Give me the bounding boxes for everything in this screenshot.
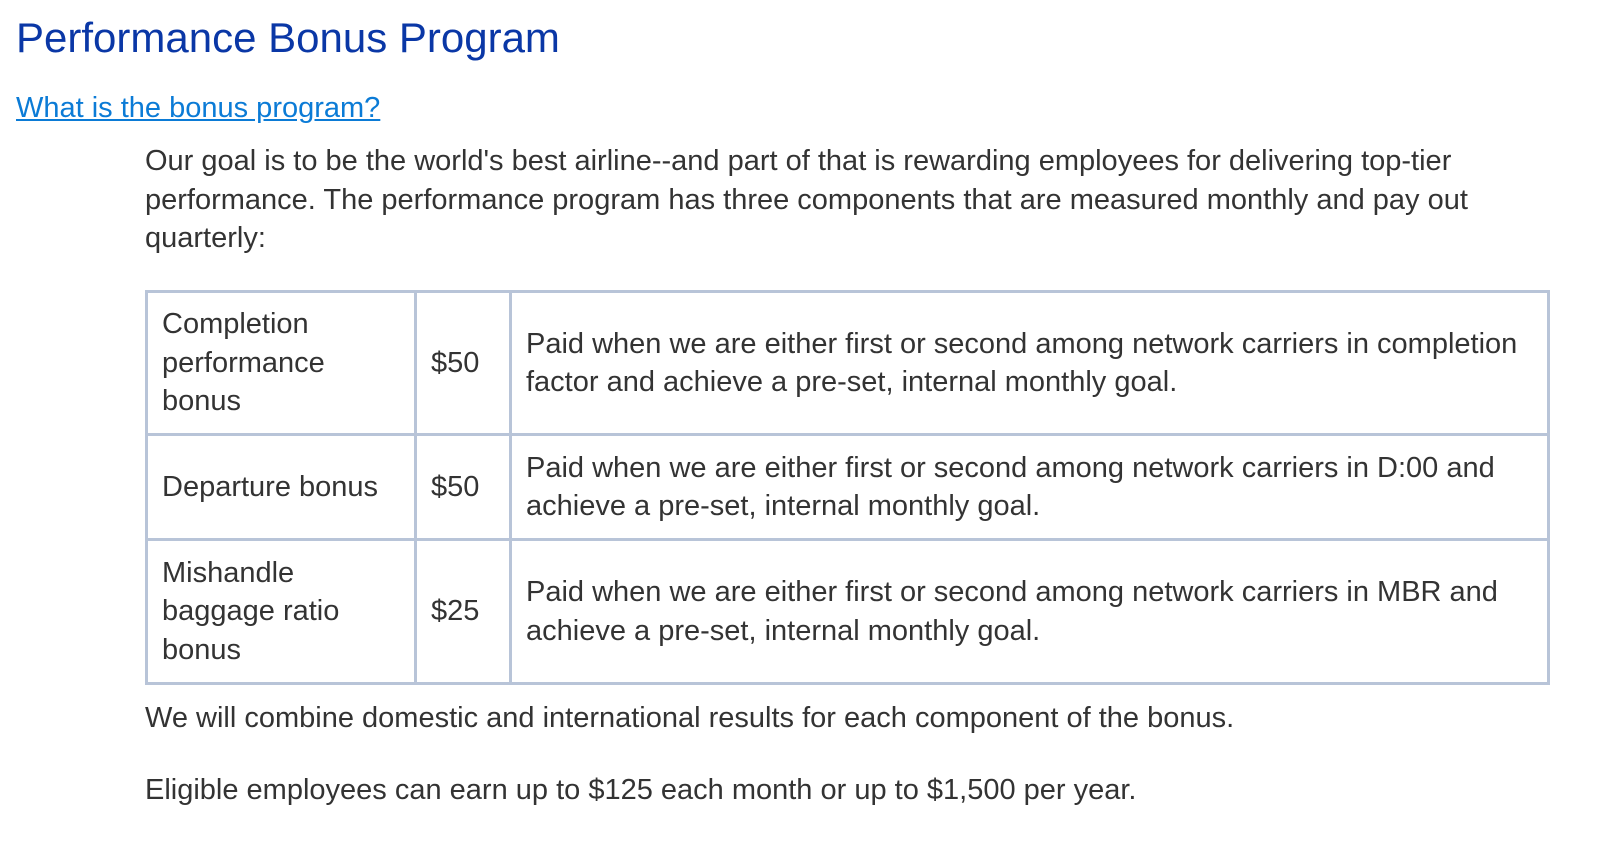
bonus-amount-cell: $50 (416, 292, 511, 435)
intro-block (145, 142, 1555, 258)
bonus-amount-cell: $25 (416, 540, 511, 684)
bonus-name-cell: Mishandle baggage ratio bonus (147, 540, 416, 684)
bonus-description-cell: Paid when we are either first or second among network carriers in MBR and achieve a pre-set, internal monthly goal. (511, 540, 1549, 684)
bonus-description-cell: Paid when we are either first or second among network carriers in D:00 and achieve a pre-set, internal monthly goal. (511, 435, 1549, 540)
bonus-components-table (145, 290, 1550, 685)
eligibility-note: Eligible employees can earn up to $125 each month or up to $1,500 per year. (145, 774, 1137, 806)
bonus-amount-cell: $50 (416, 435, 511, 540)
intro-paragraph: Our goal is to be the world's best airline--and part of that is rewarding employees for delivering top-tier performance. The performance program has three components that are measured monthly and pay out quarterly: (145, 145, 1468, 254)
page-title: Performance Bonus Program (16, 14, 560, 61)
table-row (147, 292, 1549, 435)
bonus-description-cell: Paid when we are either first or second among network carriers in completion factor and achieve a pre-set, internal monthly goal. (511, 292, 1549, 435)
table-row (147, 540, 1549, 684)
bonus-name-cell: Departure bonus (147, 435, 416, 540)
bonus-name-cell: Completion performance bonus (147, 292, 416, 435)
combine-results-note: We will combine domestic and international results for each component of the bonus. (145, 702, 1235, 734)
bonus-program-link[interactable]: What is the bonus program? (16, 92, 381, 124)
table-row (147, 435, 1549, 540)
